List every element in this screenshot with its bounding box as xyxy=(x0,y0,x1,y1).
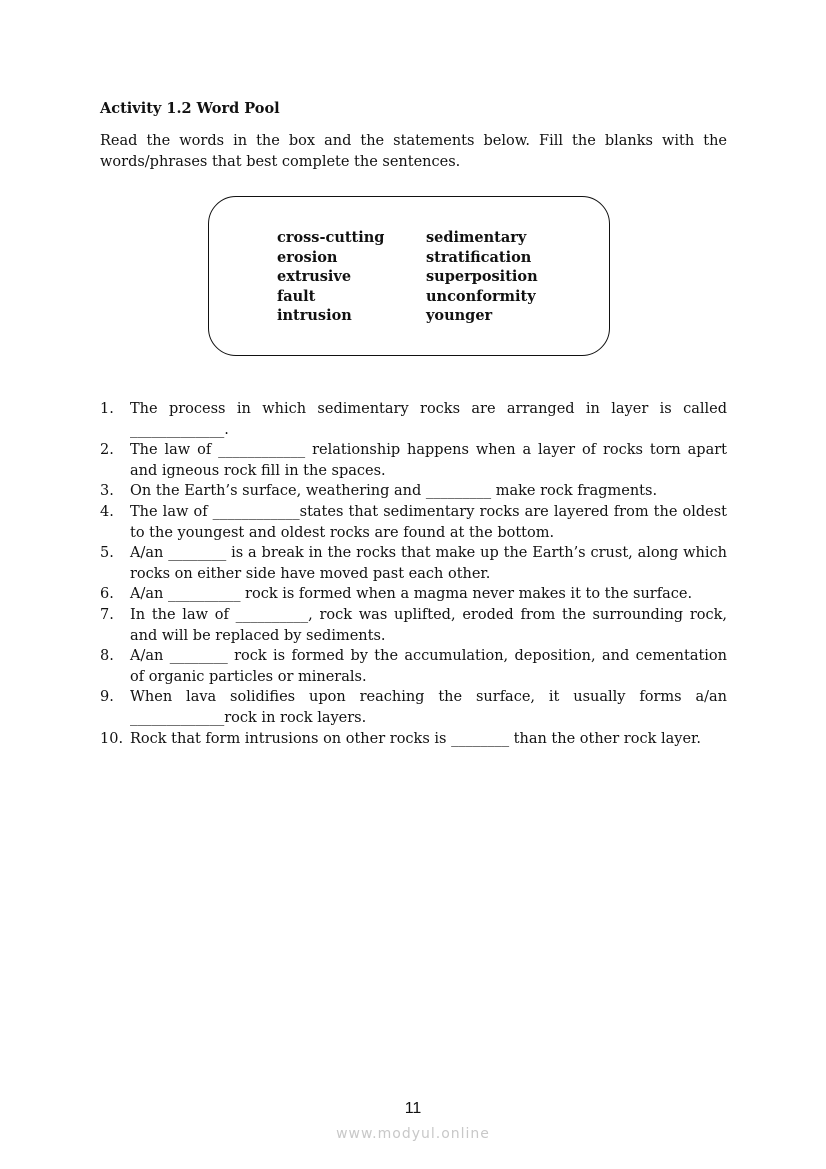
question-text: The process in which sedimentary rocks are arranged in layer is called _____________. xyxy=(130,401,727,438)
question-number: 5. xyxy=(100,545,114,562)
word-pool-item: cross-cutting xyxy=(277,229,385,246)
word-pool-item: younger xyxy=(426,307,493,324)
word-pool-item: erosion xyxy=(277,248,338,266)
question-number: 3. xyxy=(100,483,114,500)
question-text: A/an ________ is a break in the rocks that make up the Earth’s crust, along which rocks on either side have moved past each other. xyxy=(130,545,727,582)
question-text: When lava solidifies upon reaching the surface, it usually forms a/an _____________rock in rock layers. xyxy=(130,689,727,726)
word-pool-item: extrusive xyxy=(277,268,352,285)
question-text: Rock that form intrusions on other rocks is ________ than the other rock layer. xyxy=(130,730,701,747)
question-text: A/an __________ rock is formed when a magma never makes it to the surface. xyxy=(130,586,693,603)
question-text: The law of ____________ relationship happens when a layer of rocks torn apart and igneous rock fill in the spaces. xyxy=(130,442,727,479)
word-pool-item: fault xyxy=(277,287,316,305)
question-item xyxy=(100,502,727,543)
question-item xyxy=(100,646,727,687)
question-number: 7. xyxy=(100,606,114,623)
word-pool-item: stratification xyxy=(426,248,532,266)
question-item xyxy=(100,687,727,728)
question-text: The law of ____________states that sedimentary rocks are layered from the oldest to the youngest and oldest rocks are found at the bottom. xyxy=(130,503,727,541)
watermark-text: www.modyul.online xyxy=(336,1126,490,1142)
word-pool-column-b xyxy=(426,228,538,326)
question-number: 1. xyxy=(100,401,114,417)
question-number: 2. xyxy=(100,442,114,459)
question-number: 6. xyxy=(100,586,114,603)
question-number: 9. xyxy=(100,689,114,706)
question-text: A/an ________ rock is formed by the accumulation, deposition, and cementation of organic particles or minerals. xyxy=(130,648,727,685)
word-pool-item: intrusion xyxy=(277,307,352,324)
instructions-paragraph: Read the words in the box and the statements below. Fill the blanks with the words/phrases that best complete the sentences. xyxy=(100,133,727,170)
question-number: 4. xyxy=(100,503,114,520)
question-item xyxy=(100,481,727,502)
activity-title: Activity 1.2 Word Pool xyxy=(100,100,280,117)
page-number: 11 xyxy=(404,1100,422,1117)
question-text: On the Earth’s surface, weathering and _________ make rock fragments. xyxy=(130,483,658,500)
question-text: In the law of __________, rock was uplifted, eroded from the surrounding rock, and will be replaced by sediments. xyxy=(130,606,727,644)
question-item xyxy=(100,729,727,750)
question-item xyxy=(100,605,727,646)
word-pool-item: superposition xyxy=(426,268,538,285)
question-number: 10. xyxy=(100,730,124,747)
word-pool-box xyxy=(208,196,610,356)
word-pool-item: sedimentary xyxy=(426,229,527,246)
question-item xyxy=(100,440,727,481)
question-item xyxy=(100,543,727,584)
question-item xyxy=(100,399,727,440)
question-list xyxy=(100,399,727,749)
word-pool-item: unconformity xyxy=(426,287,536,305)
question-number: 8. xyxy=(100,648,114,665)
question-item xyxy=(100,584,727,605)
word-pool-column-a xyxy=(277,228,384,326)
